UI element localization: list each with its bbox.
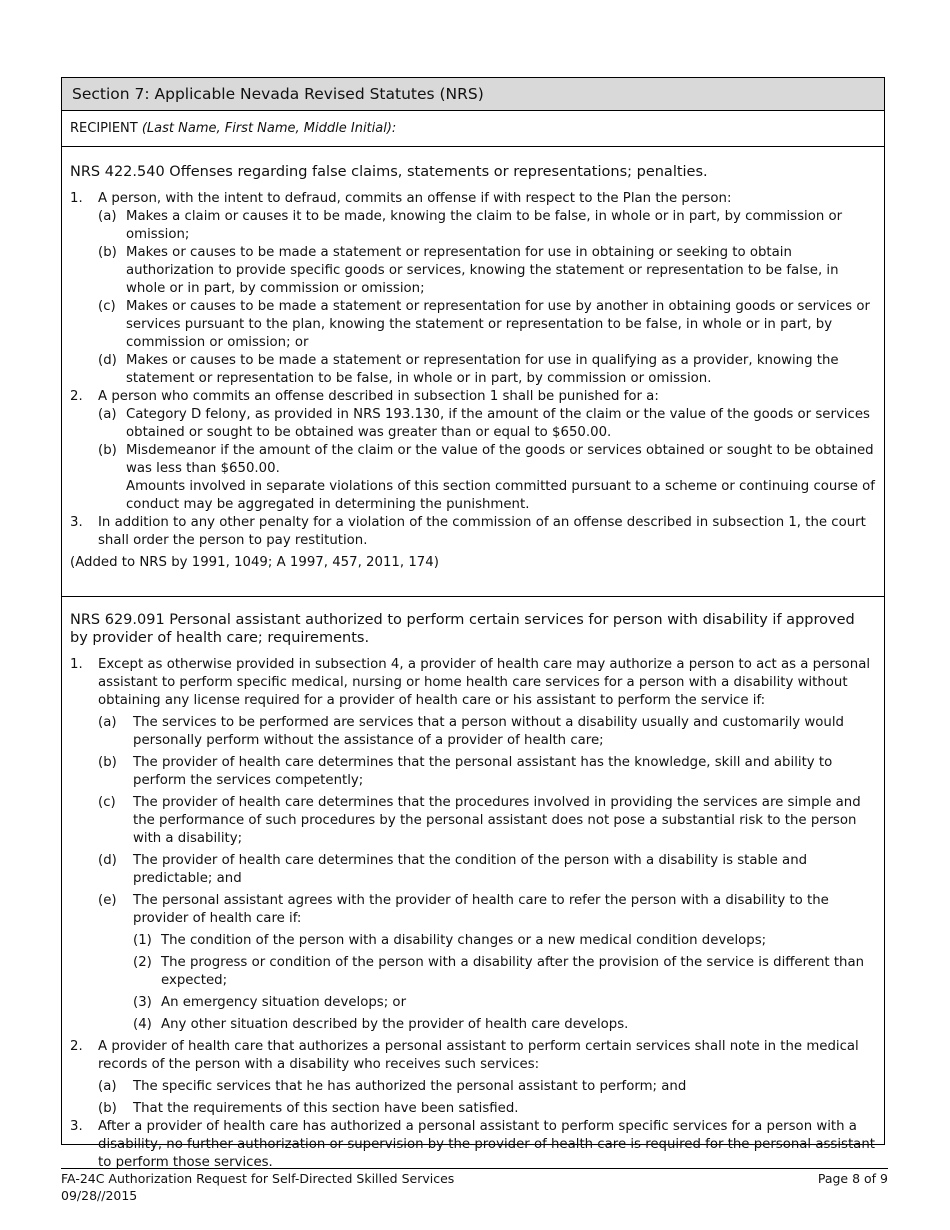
nrs-629-091-block [62,597,884,1172]
list-item: (a) Makes a claim or causes it to be made, knowing the claim to be false, in whole or in part, by commission or omission; [98,209,843,242]
list-item: (b) Misdemeanor if the amount of the claim or the value of the goods or services obtained or sought to be obtained was less than $650.00. [98,443,874,476]
nrs-422-title: NRS 422.540 Offenses regarding false claims, statements or representations; penalties. [70,164,708,180]
recipient-hint: (Last Name, First Name, Middle Initial): [141,121,397,136]
list-item-note: Amounts involved in separate violations of this section committed pursuant to a scheme or continuing course of conduct may be aggregated in determining the punishment. [126,479,875,512]
list-item: (c) Makes or causes to be made a statement or representation for use by another in obtaining goods or services or services pursuant to the plan, knowing the statement or representation to be false, in whole or in part, by commission or omission; or [98,299,870,350]
list-item: 2. A provider of health care that authorizes a personal assistant to perform certain services shall note in the medical records of the person with a disability who receives such services: [70,1039,859,1072]
list-item: (b) That the requirements of this section have been satisfied. [98,1101,519,1116]
list-item: (d) Makes or causes to be made a statement or representation for use in qualifying as a provider, knowing the statement or representation to be false, in whole or in part, by commission or omission. [98,353,839,386]
list-item: 3. In addition to any other penalty for a violation of the commission of an offense described in subsection 1, the court shall order the person to pay restitution. [70,515,866,548]
list-item: (a) Category D felony, as provided in NRS 193.130, if the amount of the claim or the value of the goods or services obtained or sought to be obtained was greater than or equal to $650.00. [98,407,870,440]
list-item: 1. A person, with the intent to defraud, commits an offense if with respect to the Plan the person: [70,191,732,206]
recipient-label: RECIPIENT [70,121,142,136]
section-header: Section 7: Applicable Nevada Revised Statutes (NRS) [62,78,884,111]
list-item: (4) Any other situation described by the provider of health care develops. [133,1017,629,1032]
list-item: (c) The provider of health care determines that the procedures involved in providing the services are simple and the performance of such procedures by the personal assistant does not pose a substantial risk to the person with a disability; [98,795,861,846]
list-item: (a) The services to be performed are services that a person without a disability usually and customarily would personally perform without the assistance of a provider of health care; [98,715,844,748]
list-item: 3. After a provider of health care has authorized a personal assistant to perform specific services for a person with a disability, no further authorization or supervision by the provider of health care is required for the personal assistant to perform those services. [70,1119,875,1170]
list-item: 2. A person who commits an offense described in subsection 1 shall be punished for a: [70,389,659,404]
footer-page-number: Page 8 of 9 [817,1171,888,1186]
recipient-row [62,111,884,147]
list-item: (b) Makes or causes to be made a statement or representation for use in obtaining or seeking to obtain authorization to provide specific goods or services, knowing the statement or representation to be false, in whole or in part, by commission or omission; [98,245,839,296]
nrs-section-frame [61,77,885,1170]
list-item: (2) The progress or condition of the person with a disability after the provision of the service is different than expected; [133,955,865,988]
list-item: (a) The specific services that he has authorized the personal assistant to perform; and [98,1079,687,1094]
list-item: (d) The provider of health care determines that the condition of the person with a disability is stable and predictable; and [98,853,808,886]
footer-date: 09/28//2015 [61,1188,138,1203]
list-item: (1) The condition of the person with a disability changes or a new medical condition develops; [133,933,767,948]
footer-divider [61,1168,888,1169]
list-item: (b) The provider of health care determines that the personal assistant has the knowledge, skill and ability to perform the services competently; [98,755,833,788]
nrs-422-540-block [62,147,884,597]
footer-form-title: FA-24C Authorization Request for Self-Directed Skilled Services [61,1171,455,1186]
list-item: (e) The personal assistant agrees with the provider of health care to refer the person with a disability to the provider of health care if: [98,893,829,926]
nrs-629-title: NRS 629.091 Personal assistant authorized to perform certain services for person with disability if approved by provider of health care; requirements. [70,612,855,646]
list-item: (3) An emergency situation develops; or [133,995,407,1010]
nrs-422-history: (Added to NRS by 1991, 1049; A 1997, 457, 2011, 174) [70,555,439,570]
list-item: 1. Except as otherwise provided in subsection 4, a provider of health care may authorize a person to act as a personal assistant to perform specific medical, nursing or home health care services for a person with a disability without obtaining any license required for a provider of health care or his assistant to perform the service if: [70,657,871,708]
